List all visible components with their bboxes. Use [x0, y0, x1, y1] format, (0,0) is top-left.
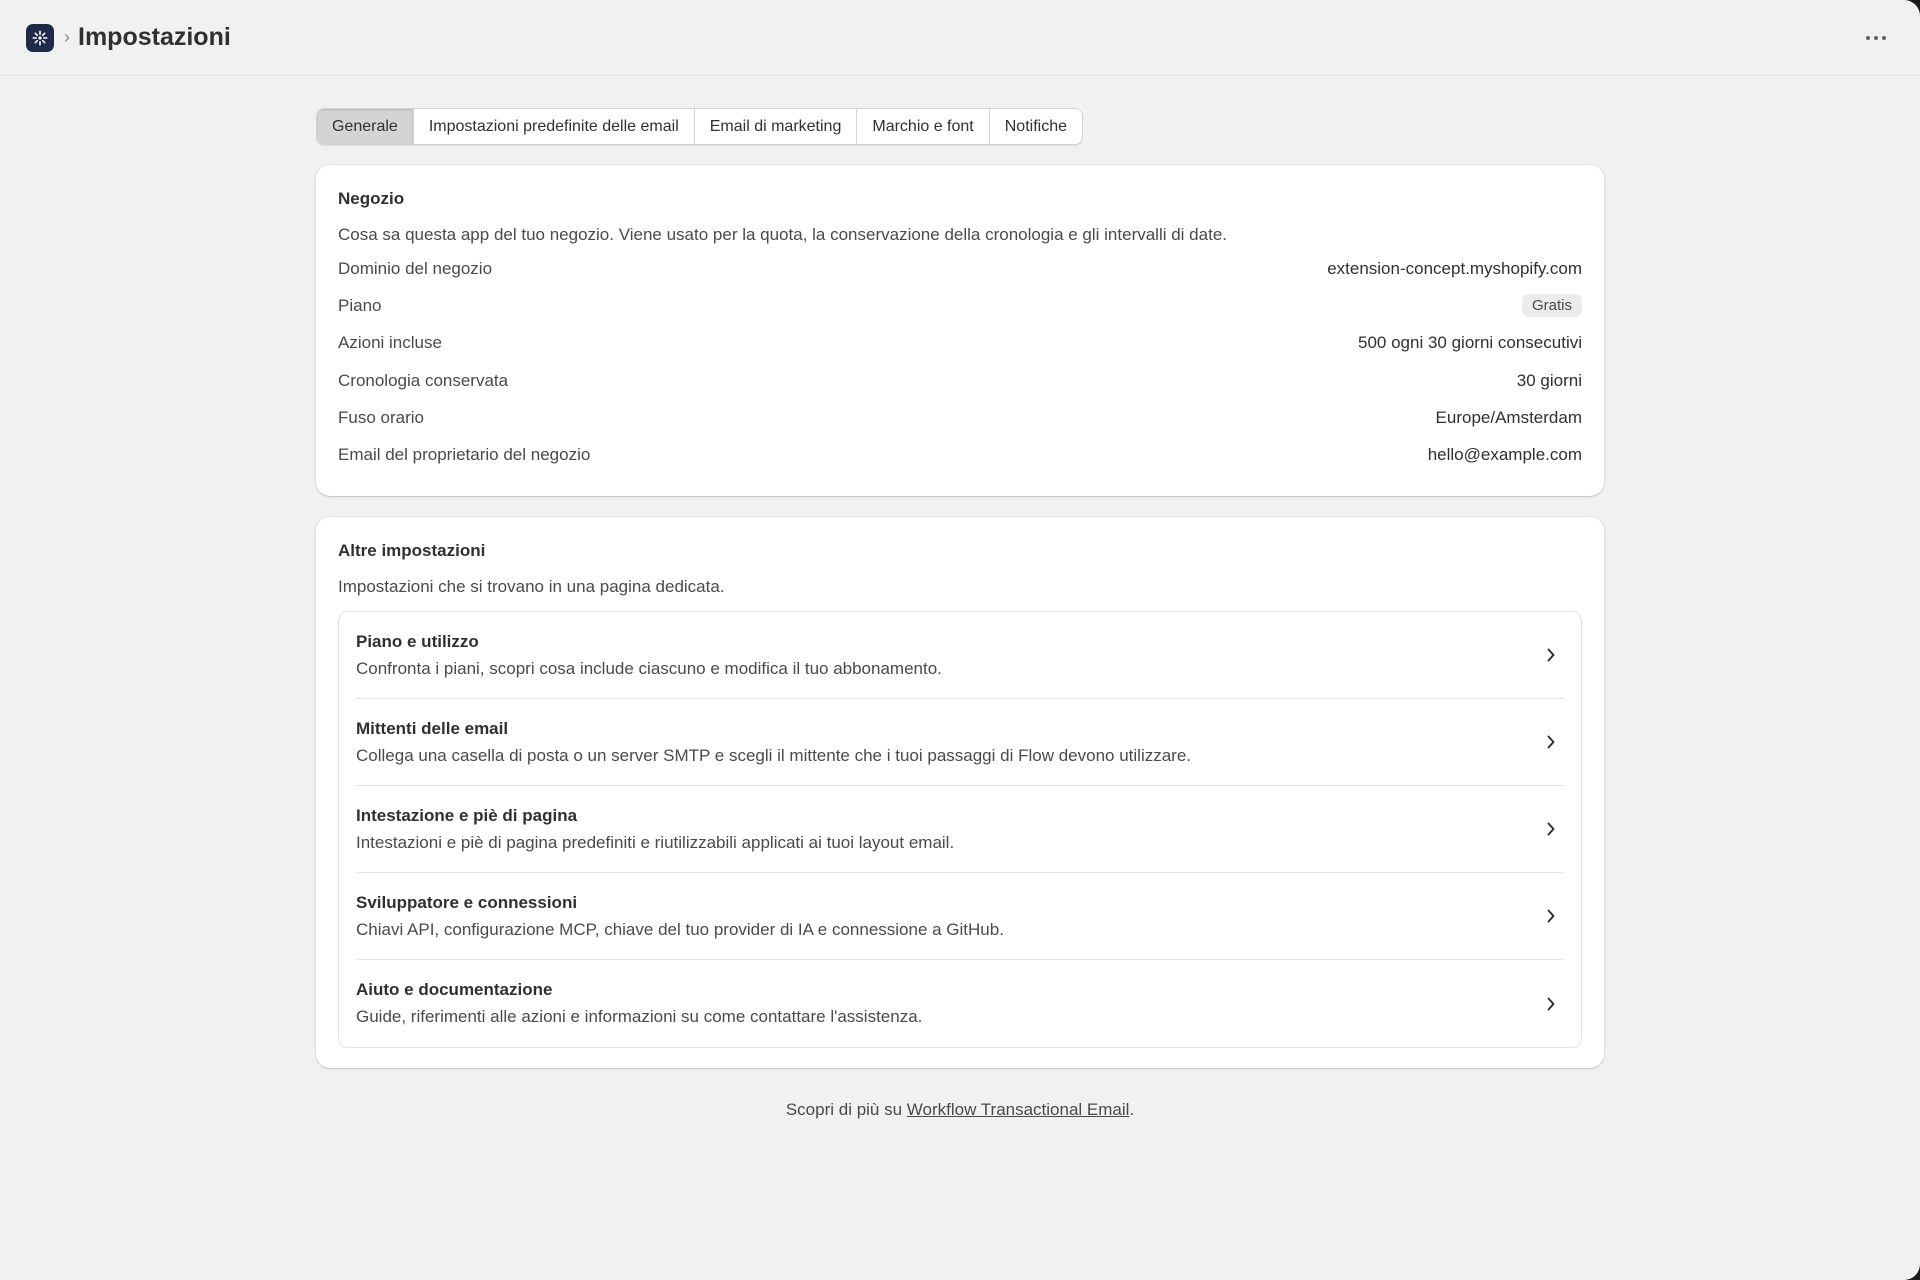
- included-actions-row: [338, 325, 1582, 362]
- flow-sparkle-icon[interactable]: [26, 24, 54, 52]
- footer-note: [316, 1100, 1604, 1120]
- plan-badge: Gratis: [1522, 294, 1582, 317]
- link-description: Confronta i piani, scopri cosa include ciascuno e modifica il tuo abbonamento.: [356, 658, 942, 678]
- other-settings-title: Altre impostazioni: [338, 541, 486, 560]
- footer-suffix: .: [1129, 1100, 1135, 1119]
- tab-email-marketing[interactable]: Email di marketing: [695, 109, 858, 144]
- other-settings-description: Impostazioni che si trovano in una pagina dedicata.: [338, 577, 725, 596]
- link-title: Aiuto e documentazione: [356, 980, 553, 999]
- history-retention-label: Cronologia conservata: [338, 370, 509, 390]
- link-title: Intestazione e piè di pagina: [356, 805, 578, 825]
- chevron-right-icon: [1541, 732, 1561, 752]
- link-email-senders[interactable]: [356, 699, 1564, 786]
- owner-email-label: Email del proprietario del negozio: [338, 445, 591, 465]
- owner-email-row: [338, 436, 1582, 473]
- store-card: [316, 165, 1604, 496]
- store-domain-value: extension-concept.myshopify.com: [1327, 258, 1582, 278]
- link-title: Sviluppatore e connessioni: [356, 892, 578, 912]
- store-domain-row: [338, 250, 1582, 287]
- chevron-right-icon: [1541, 994, 1561, 1014]
- footer-prefix: Scopri di più su: [785, 1100, 907, 1119]
- included-actions-label: Azioni incluse: [338, 333, 442, 353]
- history-retention-row: [338, 362, 1582, 399]
- tab-notifications[interactable]: Notifiche: [1004, 117, 1067, 135]
- more-horizontal-icon[interactable]: [1862, 24, 1890, 52]
- main-content: [316, 108, 1604, 1120]
- link-description: Intestazioni e piè di pagina predefiniti e riutilizzabili applicati ai tuoi layout email.: [356, 832, 955, 852]
- timezone-value: Europe/Amsterdam: [1435, 407, 1582, 427]
- link-developer-connections[interactable]: [356, 873, 1564, 960]
- store-domain-label: Dominio del negozio: [338, 258, 493, 278]
- tab-brand-fonts[interactable]: Marchio e font: [857, 109, 989, 144]
- store-card-description: Cosa sa questa app del tuo negozio. Viene usato per la quota, la conservazione della cronologia e gli intervalli di date.: [338, 225, 1227, 244]
- plan-label: Piano: [338, 295, 382, 315]
- tab-generale[interactable]: Generale: [317, 109, 414, 144]
- link-title: Mittenti delle email: [356, 718, 509, 738]
- other-settings-card: [316, 517, 1604, 1068]
- tab-email-defaults[interactable]: Impostazioni predefinite delle email: [414, 109, 695, 144]
- link-header-footer[interactable]: [356, 786, 1564, 873]
- history-retention-value: 30 giorni: [1516, 370, 1582, 390]
- included-actions-value: 500 ogni 30 giorni consecutivi: [1358, 333, 1582, 353]
- link-help-docs[interactable]: [356, 960, 1564, 1047]
- link-title: Piano e utilizzo: [356, 631, 479, 651]
- chevron-right-icon: [1541, 906, 1561, 926]
- link-description: Guide, riferimenti alle azioni e informazioni su come contattare l'assistenza.: [356, 1007, 923, 1026]
- timezone-row: [338, 399, 1582, 436]
- breadcrumb-separator: ›: [64, 27, 70, 47]
- chevron-right-icon: [1541, 645, 1561, 665]
- chevron-right-icon: [1541, 819, 1561, 839]
- settings-tabs: [316, 108, 1083, 145]
- plan-row: [338, 287, 1582, 324]
- footer-app-link[interactable]: Workflow Transactional Email: [906, 1100, 1130, 1119]
- page-title: Impostazioni: [78, 23, 231, 51]
- owner-email-value: hello@example.com: [1427, 445, 1582, 465]
- other-settings-list: [338, 611, 1582, 1048]
- link-description: Chiavi API, configurazione MCP, chiave del tuo provider di IA e connessione a GitHub.: [356, 919, 1004, 939]
- link-description: Collega una casella di posta o un server SMTP e scegli il mittente che i tuoi passaggi di Flow devono utilizzare.: [356, 745, 1192, 765]
- link-plan-usage[interactable]: [356, 612, 1564, 699]
- store-card-title: Negozio: [338, 189, 405, 208]
- timezone-label: Fuso orario: [338, 407, 424, 427]
- store-info-list: [338, 250, 1582, 474]
- top-bar: [0, 0, 1920, 76]
